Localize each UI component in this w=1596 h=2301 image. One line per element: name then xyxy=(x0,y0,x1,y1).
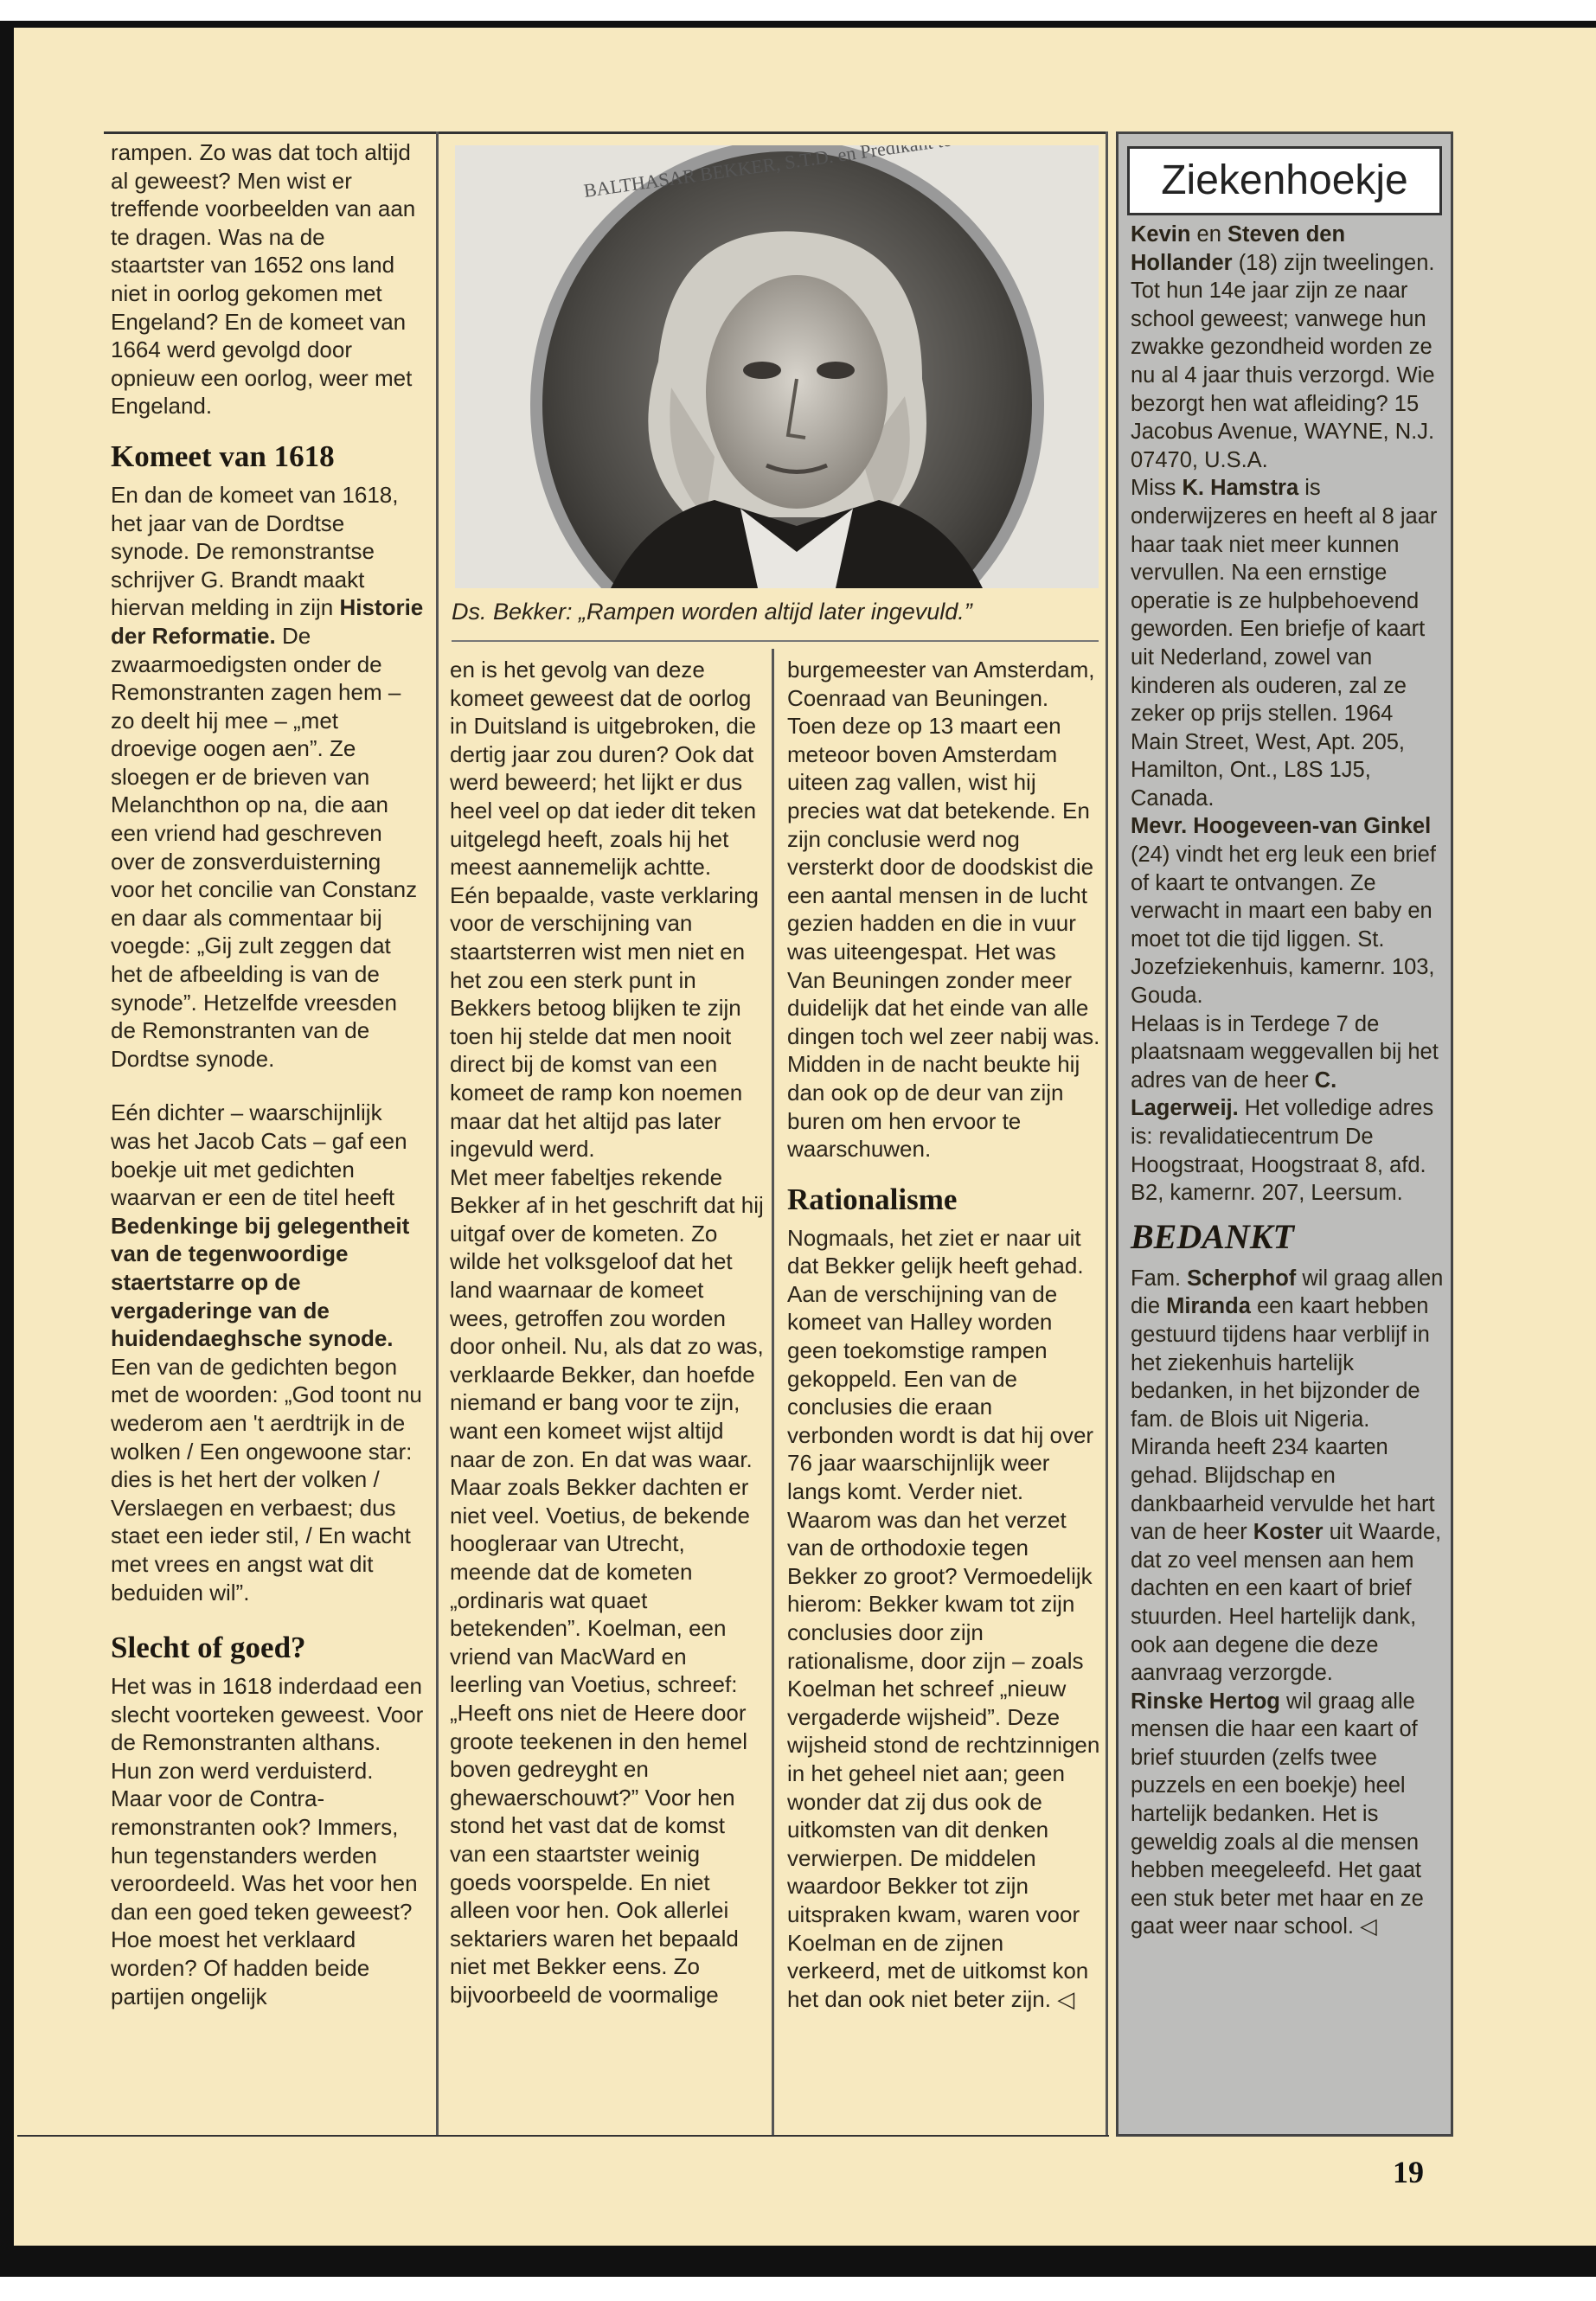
paragraph: Het was in 1618 inderdaad een slecht voorteken geweest. Voor de Remonstranten althans. Hun zon werd verduisterd. Maar voor de Contra-remonstranten ook? Immers, hun tegenstanders werden veroordeeld. Was het voor hen dan een goed teken geweest? Hoe moest het verklaard worden? Of hadden beide partijen ongelijk xyxy=(111,1673,424,2009)
footer-rule xyxy=(17,2135,1109,2137)
bekker-portrait-engraving xyxy=(455,145,1099,588)
column-divider-2 xyxy=(772,649,774,2135)
paragraph: En dan de komeet van 1618, het jaar van de Dordtse synode. De remonstrantse schrijver G. Brandt maakt hiervan melding in zijn Historie der Reformatie. De zwaarmoedigsten onder de Remonstranten zagen hem – zo deelt hij mee – „met droevige oogen aen”. Ze sloegen er de brieven van Melanchthon op na, die aan een vriend had geschreven over de zonsverduisterning voor het concilie van Constanz en daar als commentaar bij voegde: „Gij zult zeggen dat het de afbeelding is van de synode”. Hetzelfde vreesden de Remonstranten van de Dordtse synode. xyxy=(111,481,424,1072)
left-edge xyxy=(0,21,14,2301)
sidebar-entry: Mevr. Hoogeveen-van Ginkel (24) vindt het erg leuk een brief of kaart te ontvangen. Ze verwacht in maart een baby en moet tot die tijd liggen. St. Jozefziekenhuis, kamernr. 103, Gouda. xyxy=(1131,814,1436,1009)
top-rule xyxy=(0,21,1596,28)
section-heading: Slecht of goed? xyxy=(111,1631,306,1665)
article-column-1 xyxy=(111,138,424,2010)
article-column-3 xyxy=(787,656,1100,2013)
sidebar-content xyxy=(1131,221,1444,1941)
column-divider-1 xyxy=(436,131,439,2135)
portrait-frame-inscription: BALTHASAR BEKKER, S.T.D. en Predikant xyxy=(582,145,934,202)
section-heading: Komeet van 1618 xyxy=(111,439,335,473)
page-number: 19 xyxy=(1393,2155,1424,2189)
portrait-image xyxy=(455,145,1099,588)
paragraph: burgemeester van Amsterdam, Coenraad van Beuningen. Toen deze op 13 maart een meteoor boven Amsterdam uiteen zag vallen, wist hij precies wat dat betekende. En zijn conclusie werd nog versterkt door de doodskist die een aantal mensen in de lucht gezien hadden en die in vuur was uiteengespat. Het was Van Beuningen zonder meer duidelijk dat het einde van alle dingen toch wel zeer nabij was. Midden in de nacht beukte hij dan ook op de deur van zijn buren om hen ervoor te waarschuwen. xyxy=(787,657,1100,1163)
sidebar-entry: Rinske Hertog wil graag alle mensen die haar een kaart of brief stuurden (zelfs twee puzzels en een boekje) heel hartelijk bedanken. Het is geweldig zoals al die mensen hebben meegeleefd. Het gaat een stuk beter met haar en ze gaat weer naar school. ◁ xyxy=(1131,1689,1424,1939)
paragraph: Maar zoals Bekker dachten er niet veel. Voetius, de bekende hoogleraar van Utrecht, meende dat de kometen „ordinaris wat quaet betekenden”. Koelman, een vriend van MacWard en leerling van Voetius, schreef: „Heeft ons niet de Heere door groote teekenen in den hemel boven gedreyght en ghewaerschouwt?” Voor hen stond het vast dat de komst van een staartster weinig goeds voorspelde. En niet alleen voor hen. Ook allerlei sektariers waren het bepaald niet met Bekker eens. Zo bijvoorbeeld de voormalige xyxy=(450,1474,750,2008)
section-heading: Rationalisme xyxy=(787,1182,958,1216)
end-mark-icon: ◁ xyxy=(1360,1914,1377,1939)
paragraph: Eén dichter – waarschijnlijk was het Jacob Cats – gaf een boekje uit met gedichten waarvan er een de titel heeft Bedenkinge bij gelegentheit van de tegenwoordige staertstarre op de vergaderinge van de huidendaeghsche synode. Een van de gedichten begon met de woorden: „God toont nu wederom aen 't aerdtrijk in de wolken / Een ongewoone star: dies is het hert der volken / Verslaegen en verbaest; dus staet een ieder stil, / En wacht met vrees en angst wat dit beduiden wil”. xyxy=(111,1099,422,1606)
paragraph: Met meer fabeltjes rekende Bekker af in het geschrift dat hij uitgaf over de kometen. Zo wilde het volksgeloof dat het land waarnaar de komeet wees, getroffen zou worden door onheil. Nu, als dat zo was, verklaarde Bekker, dan hoefde niemand er bang voor te zijn, want een komeet wijst altijd naar de zon. En dat was waar. xyxy=(450,1163,764,1472)
sidebar-entry: Kevin en Steven den Hollander (18) zijn tweelingen. Tot hun 14e jaar zijn ze naar school geweest; vanwege hun zwakke gezondheid worden ze nu al 4 jaar thuis verzorgd. Wie bezorgt hen wat afleiding? 15 Jacobus Avenue, WAYNE, N.J. 07470, U.S.A. xyxy=(1131,222,1435,472)
sidebar-entry: Fam. Scherphof wil graag allen die Miranda een kaart hebben gestuurd tijdens haar verblijf in het ziekenhuis hartelijk bedanken, in het bijzonder de fam. de Blois uit Nigeria. Miranda heeft 234 kaarten gehad. Blijdschap en dankbaarheid vervulde het hart van de heer Koster uit Waarde, dat zo veel mensen aan hem dachten en een kaart of brief stuurden. Heel hartelijk dank, ook aan degene die deze aanvraag verzorgde. xyxy=(1131,1266,1444,1686)
column-divider-3 xyxy=(1106,131,1108,2135)
bottom-margin xyxy=(0,2277,1596,2301)
paragraph: rampen. Zo was dat toch altijd al geweest? Men wist er treffende voorbeelden van aan te dragen. Was na de staartster van 1652 ons land niet in oorlog gekomen met Engeland? En de komeet van 1664 werd gevolgd door opnieuw een oorlog, weer met Engeland. xyxy=(111,139,416,420)
caption-rule xyxy=(452,640,1099,642)
paragraph: Eén bepaalde, vaste verklaring voor de verschijning van staartsterren wist men niet en het zou een sterk punt in Bekkers betoog blijken te zijn toen hij stelde dat men nooit direct bij de komst van een komeet de ramp kon noemen maar dat het altijd pas later ingevuld werd. xyxy=(450,881,760,1163)
paragraph: en is het gevolg van deze komeet geweest dat de oorlog in Duitsland is uitgebroken, die dertig jaar zou duren? Ook dat werd beweerd; het lijkt er dus heel veel op dat ieder dit teken uitgelegd heeft, zoals hij het meest aannemelijk achtte. xyxy=(450,657,757,881)
paragraph: Nogmaals, het ziet er naar uit dat Bekker gelijk heeft gehad. Aan de verschijning van de komeet van Halley worden geen toekomstige rampen gekoppeld. Een van de conclusies die eraan verbonden wordt is dat hij over 76 jaar waarschijnlijk weer langs komt. Verder niet. Waarom was dan het verzet van de orthodoxie tegen Bekker zo groot? Vermoedelijk hierom: Bekker kwam tot zijn conclusies door zijn rationalisme, door zijn – zoals Koelman het schreef „nieuw vergaderde wijsheid”. Deze wijsheid stond de rechtzinnigen in het geheel niet aan; geen wonder dat zij dus ook de uitkomsten van dit denken verwierpen. De middelen waardoor Bekker tot zijn uitspraken kwam, waren voor Koelman en de zijnen verkeerd, met de uitkomst kon het dan ook niet beter zijn. ◁ xyxy=(787,1224,1100,2012)
sidebar-entry: Miss K. Hamstra is onderwijzeres en heeft al 8 jaar haar taak niet meer kunnen vervullen. Na een ernstige operatie is ze hulpbehoevend geworden. Een briefje of kaart uit Nederland, zowel van kinderen als ouderen, zal ze zeker op prijs stellen. 1964 Main Street, West, Apt. 205, Hamilton, Ont., L8S 1J5, Canada. xyxy=(1131,476,1438,811)
portrait-caption: Ds. Bekker: „Rampen worden altijd later ingevuld.” xyxy=(452,599,972,625)
header-rule xyxy=(104,131,1107,134)
sidebar-heading-bedankt: BEDANKT xyxy=(1131,1216,1294,1256)
sidebar-entry: Helaas is in Terdege 7 de plaatsnaam weggevallen bij het adres van de heer C. Lagerweij. Het volledige adres is: revalidatiecentrum De Hoogstraat, Hoogstraat 8, afd. B2, kamernr. 207, Leersum. xyxy=(1131,1011,1439,1206)
sidebar-ziekenhoekje xyxy=(1116,131,1453,2137)
sidebar-title: Ziekenhoekje xyxy=(1127,146,1442,215)
end-mark-icon: ◁ xyxy=(1057,1985,1075,2012)
article-column-2 xyxy=(450,656,765,2009)
